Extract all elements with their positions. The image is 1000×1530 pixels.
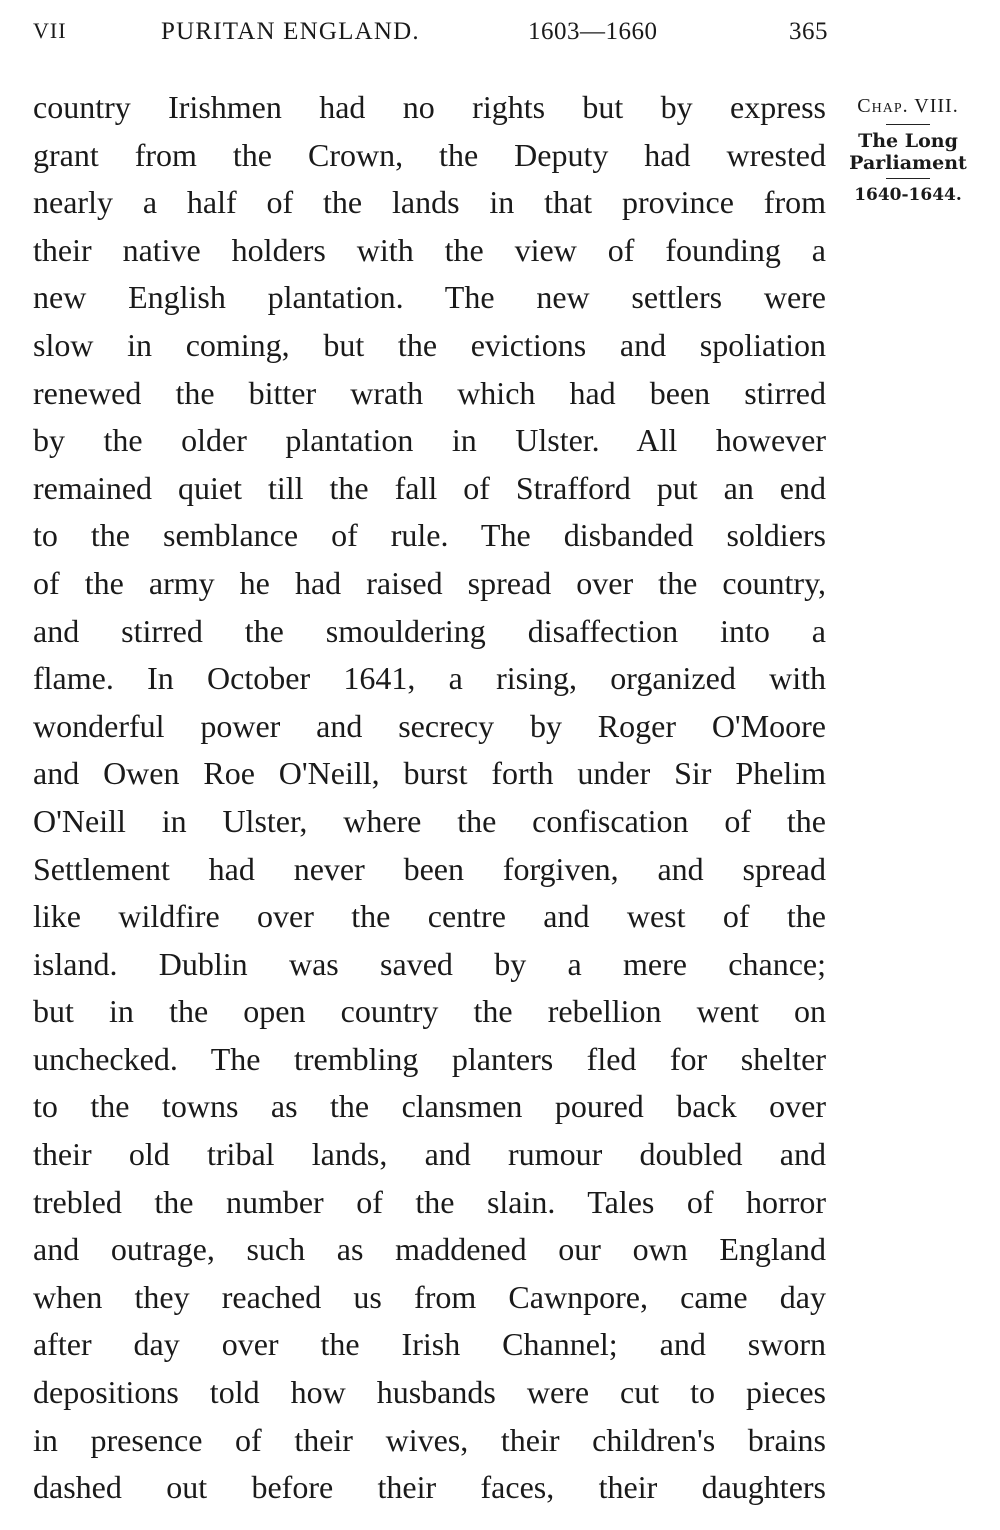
page-number: 365 — [789, 18, 828, 45]
text-line: renewed the bitter wrath which had been stirred — [33, 374, 826, 411]
text-line: after day over the Irish Channel; and sworn — [33, 1326, 826, 1363]
text-line: dashed out before their faces, their daughters — [33, 1469, 826, 1506]
text-line: country Irishmen had no rights but by express — [33, 89, 826, 125]
text-line: and outrage, such as maddened our own England — [33, 1231, 826, 1268]
margin-topic-line-1: The Long — [858, 130, 958, 152]
text-line: depositions told how husbands were cut to pieces — [33, 1374, 826, 1411]
text-line: grant from the Crown, the Deputy had wrested — [33, 136, 826, 173]
text-line: to the towns as the clansmen poured back over — [33, 1088, 826, 1125]
text-line: O'Neill in Ulster, where the confiscation of the — [33, 802, 826, 839]
margin-notes — [838, 92, 978, 206]
text-line: but in the open country the rebellion went on — [33, 993, 826, 1030]
text-line: of the army he had raised spread over the country, — [33, 564, 826, 601]
text-line: unchecked. The trembling planters fled for shelter — [33, 1040, 826, 1077]
text-line: flame. In October 1641, a rising, organized with — [33, 660, 826, 697]
text-line: nearly a half of the lands in that province from — [33, 184, 826, 221]
text-line: wonderful power and secrecy by Roger O'Moore — [33, 707, 826, 744]
text-line: remained quiet till the fall of Strafford put an end — [33, 469, 826, 506]
running-header — [33, 18, 828, 54]
margin-years: 1640-1644. — [854, 185, 962, 205]
text-line: their native holders with the view of founding a — [33, 231, 826, 268]
text-line: trebled the number of the slain. Tales of horror — [33, 1183, 826, 1220]
margin-chapter: Chap. VIII. — [857, 95, 959, 117]
text-line: by the older plantation in Ulster. All however — [33, 422, 826, 459]
text-line: slow in coming, but the evictions and spoliation — [33, 326, 826, 363]
text-line: island. Dublin was saved by a mere chance; — [33, 945, 826, 982]
text-line: in presence of their wives, their children's brains — [33, 1421, 826, 1458]
header-section-number: VII — [33, 18, 67, 43]
text-line: when they reached us from Cawnpore, came day — [33, 1278, 826, 1315]
text-line: Settlement had never been forgiven, and spread — [33, 850, 826, 887]
text-line: and stirred the smouldering disaffection into a — [33, 612, 826, 649]
margin-rule — [886, 124, 930, 125]
text-line: to the semblance of rule. The disbanded soldiers — [33, 517, 826, 554]
header-years: 1603—1660 — [528, 18, 658, 45]
text-line: and Owen Roe O'Neill, burst forth under Sir Phelim — [33, 755, 826, 792]
text-line: new English plantation. The new settlers were — [33, 279, 826, 316]
header-title: PURITAN ENGLAND. — [161, 18, 420, 45]
text-line: like wildfire over the centre and west of the — [33, 898, 826, 935]
margin-topic-line-2: Parliament — [849, 152, 967, 174]
margin-rule — [886, 178, 930, 179]
text-line: their old tribal lands, and rumour doubled and — [33, 1136, 826, 1173]
body-text — [33, 84, 826, 1512]
